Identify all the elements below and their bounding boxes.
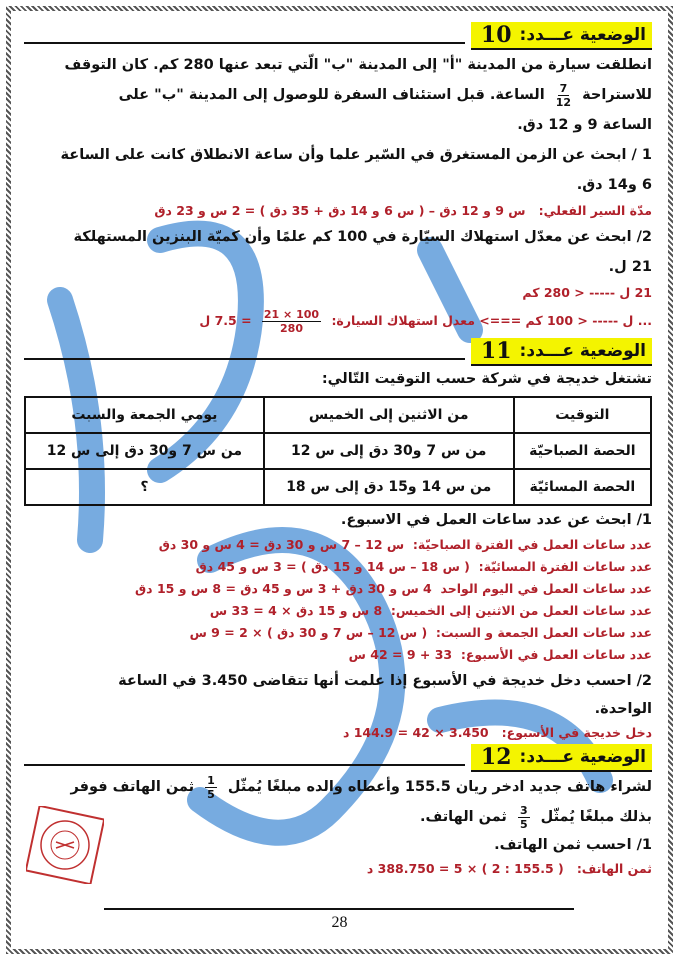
table-cell: من س 14 و15 دق إلى س 18 — [264, 469, 514, 505]
answer-value: 3.450 × 42 = 144.9 د — [342, 725, 489, 740]
s10-fraction — [556, 82, 571, 109]
answer-label: عدد ساعات العمل في اليوم الواحد — [440, 581, 652, 596]
situation-11-title — [471, 338, 652, 366]
table-cell: الحصة الصباحيّة — [514, 433, 651, 469]
situation-12-title — [471, 744, 652, 772]
s11-question-2-line-2: الواحدة. — [594, 701, 652, 717]
answer-line — [24, 600, 652, 622]
situation-number: 10 — [480, 22, 512, 48]
s10-text-line-3: الساعة 9 و 12 دق. — [517, 117, 652, 133]
answer-label: عدد ساعات العمل من الاثنين إلى الخميس: — [390, 603, 652, 618]
fraction-numerator: 1 — [207, 773, 215, 787]
answer-text: ... ل ----- < 100 كم ===> معدل استهلاك السيارة: — [331, 313, 652, 328]
fraction-numerator: 3 — [519, 803, 528, 817]
footer-rule — [104, 908, 574, 910]
s10-answer-2-line-2 — [24, 304, 652, 338]
answer-label: عدد ساعات العمل في الأسبوع: — [460, 647, 652, 662]
answer-value: ( 155.5 : 2 ) × 5 = 388.750 د — [366, 861, 564, 876]
situation-12-banner — [24, 744, 652, 772]
answer-value: س 9 و 12 دق – ( س 6 و 14 دق + 35 دق ) = 2 س و 23 دق — [154, 203, 526, 218]
answer-line — [24, 556, 652, 578]
answer-line — [24, 534, 652, 556]
s10-question-2-line-1: 2/ ابحث عن معدّل استهلاك السيّارة في 100 كم علمًا وأن كميّة البنزين المستهلكة — [73, 229, 652, 245]
s11-intro: تشتغل خديجة في شركة حسب التوقيت التّالي: — [321, 371, 652, 387]
answer-label: دخل خديجة في الأسبوع: — [501, 725, 652, 740]
answer-line — [24, 578, 652, 600]
answer-value: 33 + 9 = 42 س — [348, 647, 453, 662]
table-header-cell: من الاثنين إلى الخميس — [264, 397, 514, 433]
fraction-denominator: 280 — [280, 322, 303, 335]
situation-label: الوضعية عـــدد: — [519, 25, 646, 45]
s12-fraction-1 — [205, 774, 217, 801]
s11-question-2-line-1: 2/ احسب دخل خديجة في الأسبوع إذا علمت أنها تتقاضى 3.450 في الساعة — [118, 673, 652, 689]
answer-value: ( س 12 – س 7 و 30 دق ) × 2 = 9 س — [189, 625, 428, 640]
banner-rule — [24, 356, 465, 360]
s10-text-line-2 — [24, 80, 652, 110]
table-header-row — [25, 397, 651, 433]
situation-label: الوضعية عـــدد: — [519, 747, 646, 767]
fraction-numerator: 100 × 21 — [263, 308, 320, 321]
fraction-numerator: 7 — [559, 81, 568, 95]
s12-answer-1 — [24, 858, 652, 880]
s10-question-1-line-2: 6 و14 دق. — [576, 177, 652, 193]
banner-rule — [24, 762, 465, 766]
answer-label: ثمن الهاتف: — [576, 861, 652, 876]
s12-text-line-1 — [24, 772, 652, 802]
situation-10-banner — [24, 22, 652, 50]
schedule-table — [24, 396, 652, 506]
table-cell: ؟ — [25, 469, 264, 505]
s10-question-1-line-1: 1 / ابحث عن الزمن المستغرق في السّير علما وأن ساعة الانطلاق كانت على الساعة — [60, 147, 652, 163]
situation-11-banner — [24, 338, 652, 366]
answer-value: ( س 18 – س 14 و 15 دق ) = 3 س و 45 دق — [195, 559, 470, 574]
s11-answer-2 — [24, 722, 652, 744]
stamp-image — [26, 806, 104, 884]
s10-question-2-line-2: 21 ل. — [608, 259, 652, 275]
answer-value: 4 س و 30 دق + 3 س و 45 دق = 8 س و 15 دق — [134, 581, 432, 596]
table-row — [25, 469, 651, 505]
s10-answer-fraction — [262, 308, 321, 335]
answer-value: س 12 – 7 س و 30 دق = 4 س و 30 دق — [158, 537, 405, 552]
s12-text-1b: ثمن الهاتف فوفر — [70, 779, 195, 795]
s12-text-2b: ثمن الهاتف. — [419, 809, 507, 825]
situation-number: 12 — [480, 744, 512, 770]
s10-text-line-1: انطلقت سيارة من المدينة "أ" إلى المدينة "ب" الّتي تبعد عنها 280 كم. كان التوقف — [64, 57, 652, 73]
table-header-cell: يومي الجمعة والسبت — [25, 397, 264, 433]
situation-number: 11 — [480, 338, 512, 364]
fraction-denominator: 5 — [207, 787, 215, 801]
s11-question-1: 1/ ابحث عن عدد ساعات العمل في الاسبوع. — [340, 512, 652, 528]
fraction-denominator: 5 — [519, 817, 528, 831]
page-content — [24, 22, 652, 932]
answer-line — [24, 622, 652, 644]
s10-answer-1 — [24, 200, 652, 222]
answer-value: 8 س و 15 دق × 4 = 33 س — [209, 603, 383, 618]
s10-text-2b: الساعة. قبل استئناف السفرة للوصول إلى المدينة "ب" على — [118, 87, 545, 103]
table-header-cell: التوقيت — [514, 397, 651, 433]
answer-label: عدد ساعات العمل الجمعة و السبت: — [435, 625, 652, 640]
answer-label: عدد ساعات العمل في الفترة الصباحيّة: — [412, 537, 652, 552]
s12-fraction-2 — [518, 804, 530, 831]
table-cell: من س 7 و30 دق إلى س 12 — [25, 433, 264, 469]
answer-result: = 7.5 ل — [199, 313, 252, 328]
answer-label: مدّة السير الفعلي: — [538, 203, 652, 218]
s10-text-2a: للاستراحة — [582, 87, 652, 103]
table-cell: من س 7 و30 دق إلى س 12 — [264, 433, 514, 469]
s11-answer-lines — [24, 534, 652, 666]
s12-text-line-2 — [24, 802, 652, 832]
fraction-denominator: 12 — [555, 95, 572, 109]
s12-question-1: 1/ احسب ثمن الهاتف. — [494, 837, 652, 853]
table-row — [25, 433, 651, 469]
answer-label: عدد ساعات الفترة المسائيّة: — [478, 559, 652, 574]
s12-text-1a: لشراء هاتف جديد ادخر ريان 155.5 وأعطاه والده مبلغًا يُمثّل — [227, 779, 652, 795]
s10-answer-2-line-1: 21 ل ----- < 280 كم — [522, 285, 652, 300]
table-cell: الحصة المسائيّة — [514, 469, 651, 505]
situation-10-title — [471, 22, 652, 50]
situation-label: الوضعية عـــدد: — [519, 341, 646, 361]
banner-rule — [24, 40, 465, 44]
page-number: 28 — [331, 914, 348, 931]
answer-line — [24, 644, 652, 666]
s12-text-2a: بذلك مبلغًا يُمثّل — [540, 809, 652, 825]
